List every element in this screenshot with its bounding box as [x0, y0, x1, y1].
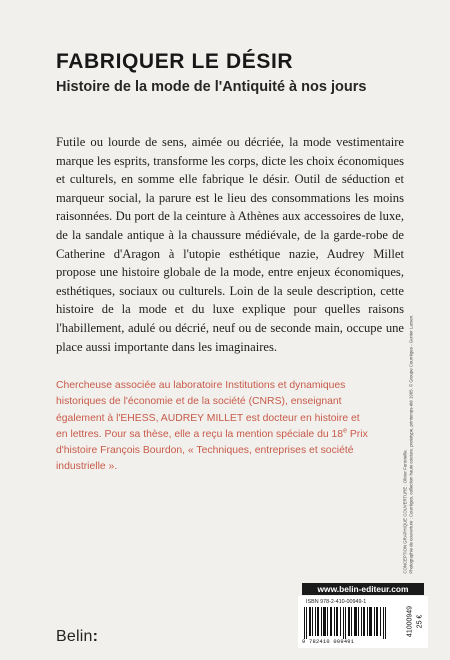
- author-bio-text: Chercheuse associée au laboratoire Institutions et dynamiques historiques de l'économie et de la société (CNRS), enseignant également à l'EHESS, AUDREY MILLET est docteur en histoire et en lettres. Pour sa thèse, elle a reçu la mention spéciale du 18: [56, 380, 360, 440]
- book-subtitle: Histoire de la mode de l'Antiquité à nos jours: [56, 79, 367, 95]
- cover-credits: [402, 315, 428, 588]
- credits-line-2: Photographie de couverture : Courrèges, collection haute couture, prototype, printemps-été 1965. © Groupe Courrèges - Gunter Larsen.: [408, 315, 414, 574]
- ordinal-superscript: e: [343, 427, 347, 435]
- author-bio: [56, 378, 374, 476]
- credits-line-1: CONCEPTION GRAPHIQUE COUVERTURE : Olivier Fontvieille.: [402, 449, 408, 574]
- isbn-label: ISBN 978-2-410-00949-1: [306, 599, 367, 605]
- credits-text: [402, 315, 414, 588]
- barcode-panel: [298, 596, 428, 648]
- publisher-website[interactable]: www.belin-editeur.com: [302, 583, 424, 595]
- publisher-name: Belin: [56, 628, 93, 645]
- book-description: Futile ou lourde de sens, aimée ou décriée, la mode vestimentaire marque les esprits, transforme les corps, dicte les choix économiques et culturels, en somme elle fabrique le désir. Outil de séduction et marqueur social, la parure est le lieu des consommations les moins raisonnées. Du port de la ceinture à Athènes aux accessoires de luxe, de la sandale antique à la chaussure médiévale, de la garde-robe de Catherine d'Aragon à l'utopie esthétique nazie, Audrey Millet propose une histoire globale de la mode, entre enjeux économiques, esthétiques, sociaux ou culturels. Loin de la seule description, cette histoire de la mode et du luxe explique pour quelles raisons l'habillement, adulé ou décrié, neuf ou de seconde main, occupe une place aussi importante dans les imaginaires.: [56, 135, 404, 354]
- ean-number: 9 782410 009491: [302, 639, 355, 645]
- book-title: FABRIQUER LE DÉSIR: [56, 50, 294, 73]
- publisher-logo-mark: :: [92, 628, 99, 645]
- publisher-logo: [56, 628, 98, 646]
- price-code: 41000949: [406, 605, 414, 638]
- author-bio-text-end: Prix d'histoire François Bourdon, « Techniques, entreprises et société industrielle ».: [56, 428, 368, 473]
- barcode-graphic: [304, 607, 388, 639]
- price: 25 €: [416, 614, 424, 629]
